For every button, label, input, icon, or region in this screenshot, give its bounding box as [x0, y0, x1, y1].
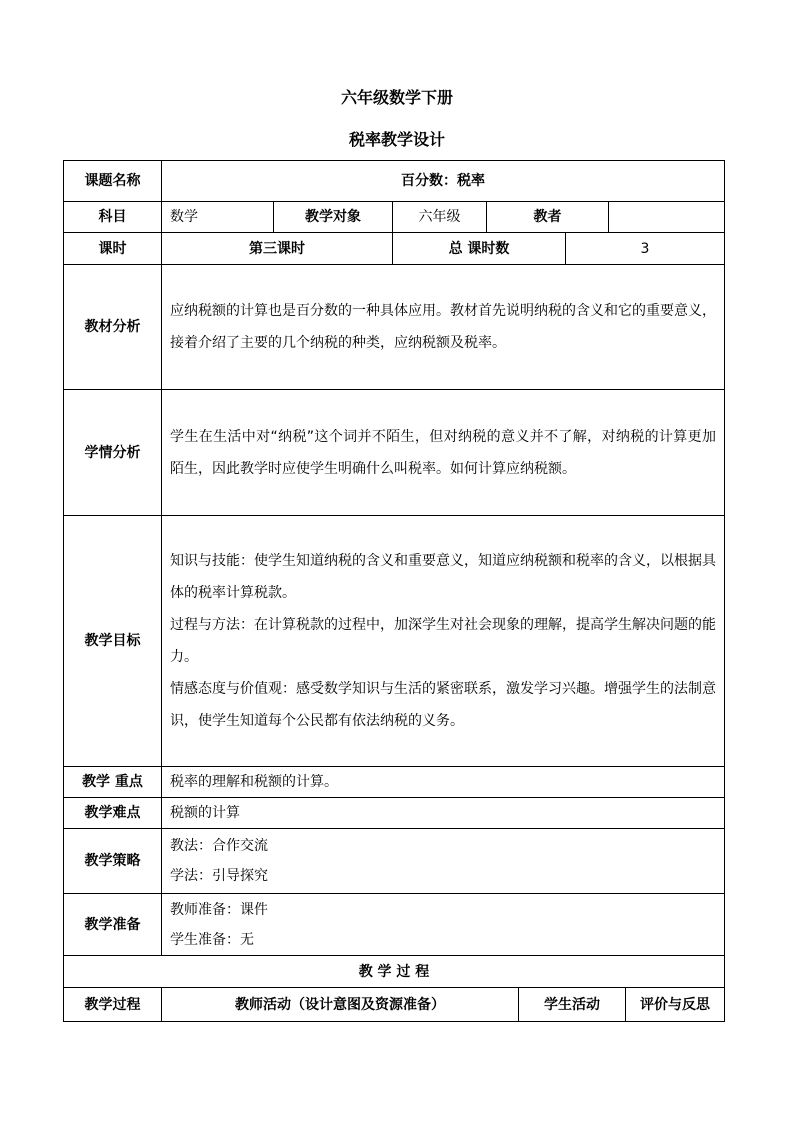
subject-label: 科目	[63, 201, 161, 232]
goal-process: 过程与方法：在计算税款的过程中，加深学生对社会现象的理解，提高学生解决问题的能力。	[170, 617, 716, 665]
strategy-cell	[161, 828, 725, 893]
topic-label: 课题名称	[63, 160, 161, 201]
teaching-goals-cell	[161, 515, 725, 766]
period-value: 第三课时	[161, 232, 392, 264]
preparation-student: 学生准备：无	[170, 931, 254, 948]
material-analysis-label: 教材分析	[63, 264, 161, 389]
teacher-label: 教者	[486, 201, 608, 232]
goal-knowledge: 知识与技能：使学生知道纳税的含义和重要意义，知道应纳税额和税率的含义，以根据具体的税率计算税款。	[170, 553, 716, 601]
process-col-student: 学生活动	[518, 987, 625, 1022]
process-section-title: 教 学 过 程	[63, 955, 725, 987]
material-analysis-text: 应纳税额的计算也是百分数的一种具体应用。教材首先说明纳税的含义和它的重要意义，接着介绍了主要的几个纳税的种类，应纳税额及税率。	[170, 303, 716, 351]
key-point-value: 税率的理解和税额的计算。	[161, 766, 725, 797]
preparation-teacher: 教师准备：课件	[170, 901, 268, 918]
audience-label: 教学对象	[273, 201, 392, 232]
difficulty-label: 教学难点	[63, 797, 161, 828]
subject-value: 数学	[161, 201, 273, 232]
total-periods-label: 总 课时数	[392, 232, 565, 264]
student-analysis-label: 学情分析	[63, 389, 161, 515]
goal-emotion: 情感态度与价值观：感受数学知识与生活的紧密联系，激发学习兴趣。增强学生的法制意识，使学生知道每个公民都有依法纳税的义务。	[170, 681, 716, 729]
strategy-learn: 学法：引导探究	[170, 868, 268, 884]
process-col-stage: 教学过程	[63, 987, 161, 1022]
teaching-goals-label: 教学目标	[63, 515, 161, 766]
student-analysis-text: 学生在生活中对“纳税”这个词并不陌生，但对纳税的意义并不了解，对纳税的计算更加陌生，因此教学时应使学生明确什么叫税率。如何计算应纳税额。	[170, 428, 716, 477]
strategy-label: 教学策略	[63, 828, 161, 893]
student-analysis-cell	[161, 389, 725, 515]
audience-value: 六年级	[392, 201, 486, 232]
material-analysis-cell	[161, 264, 725, 389]
total-periods-value: 3	[565, 232, 725, 264]
design-title: 税率教学设计	[348, 130, 445, 149]
preparation-cell	[161, 893, 725, 955]
key-point-label: 教学 重点	[63, 766, 161, 797]
strategy-teach: 教法：合作交流	[170, 838, 268, 854]
lesson-plan-table	[63, 160, 725, 1022]
process-col-teacher: 教师活动（设计意图及资源准备）	[161, 987, 518, 1022]
difficulty-value: 税额的计算	[161, 797, 725, 828]
teacher-value	[608, 201, 725, 232]
grade-title: 六年级数学下册	[340, 88, 453, 107]
period-label: 课时	[63, 232, 161, 264]
topic-value: 百分数：税率	[161, 160, 725, 201]
preparation-label: 教学准备	[63, 893, 161, 955]
process-col-reflection: 评价与反思	[625, 987, 725, 1022]
